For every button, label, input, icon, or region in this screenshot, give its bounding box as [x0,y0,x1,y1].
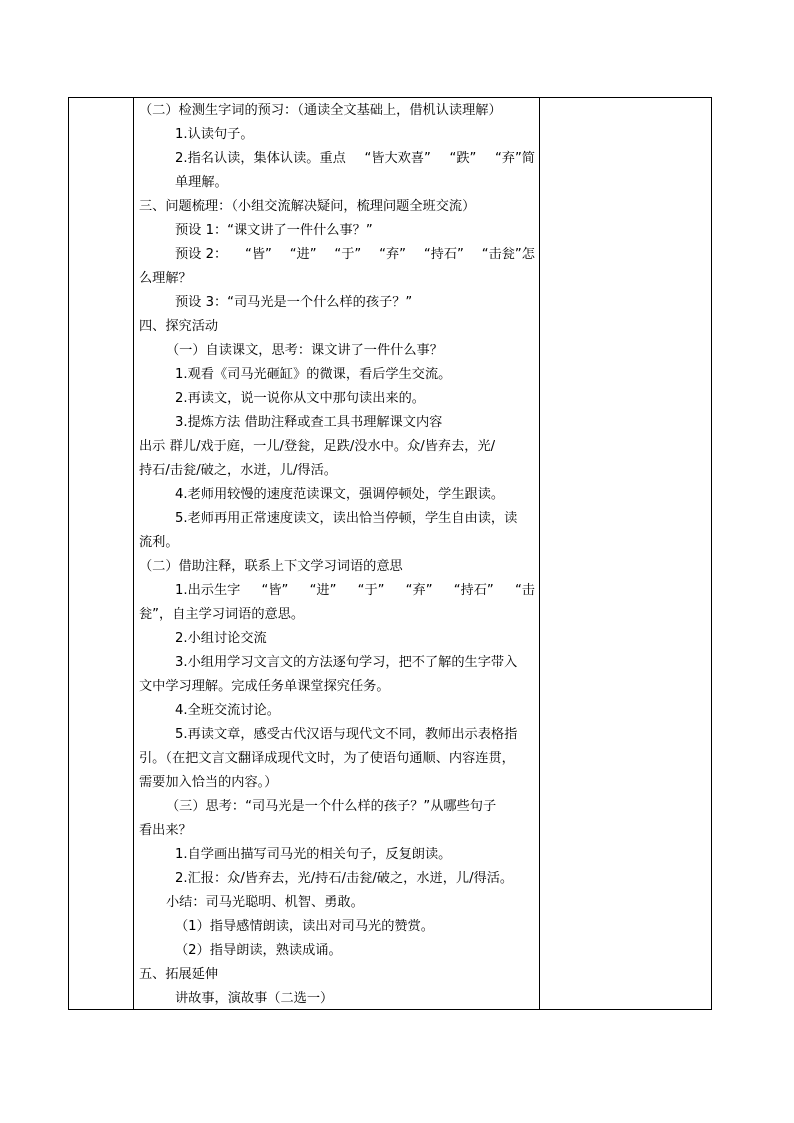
text-line: 2.指名认读，集体认读。重点 “皆大欢喜” “跌” “弃”简 [175,151,535,166]
subheading-annotations: （二）借助注释，联系上下文学习词语的意思 [139,559,403,574]
heading-extension: 五、拓展延伸 [139,967,219,982]
section-preview-check: （二）检测生字词的预习：（通读全文基础上，借机认读理解） [139,103,502,118]
text-line: 4.老师用较慢的速度范读课文，强调停顿处，学生跟读。 [175,487,505,502]
text-line: 么理解？ [139,271,192,286]
text-line: 单理解。 [175,175,228,190]
text-line: 文中学习理解。完成任务单课堂探究任务。 [139,679,390,694]
subheading-thinking: （三）思考：“司马光是一个什么样的孩子？”从哪些句子 [166,799,497,814]
text-line: 出示 群儿/戏于庭，一儿/登瓮，足跌/没水中。众/皆弃去，光/ [139,439,496,454]
subheading-self-reading: （一）自读课文，思考：课文讲了一件什么事？ [166,343,443,358]
text-line: 1.认读句子。 [175,127,254,142]
text-line: 2.汇报：众/皆弃去，光/持石/击瓮/破之，水迸，儿/得活。 [175,871,514,886]
text-line: 1.出示生字 “皆” “进” “于” “弃” “持石” “击 [175,583,535,598]
text-line: 预设 2： “皆” “进” “于” “弃” “持石” “击瓮”怎 [175,247,535,262]
text-line: 1.自学画出描写司马光的相关句子，反复朗读。 [175,847,452,862]
text-line: 3.提炼方法 借助注释或查工具书理解课文内容 [175,415,443,430]
text-line: 预设 3：“司马光是一个什么样的孩子？” [175,295,413,310]
text-line: 预设 1：“课文讲了一件什么事？” [175,223,373,238]
text-line: 持石/击瓮/破之，水迸，儿/得活。 [139,463,337,478]
text-line: 2.再读文，说一说你从文中那句读出来的。 [175,391,425,406]
text-line: 讲故事，演故事（二选一） [175,991,334,1006]
text-line: （2）指导朗读，熟读成诵。 [175,943,342,958]
column-divider-left [133,98,134,1009]
lesson-plan-table [68,97,712,1010]
text-line: 看出来？ [139,823,192,838]
text-line: 流利。 [139,535,179,550]
text-line: 4.全班交流讨论。 [175,703,280,718]
text-line: 需要加入恰当的内容。） [139,775,278,790]
text-line: 1.观看《司马光砸缸》的微课，看后学生交流。 [175,367,452,382]
text-line: 5.老师再用正常速度读文，读出恰当停顿，学生自由读，读 [175,511,518,526]
heading-inquiry-activity: 四、探究活动 [139,319,219,334]
text-line: 5.再读文章，感受古代汉语与现代文不同，教师出示表格指 [175,727,518,742]
text-line: 引。（在把文言文翻译成现代文时，为了使语句通顺、内容连贯， [139,751,515,766]
column-divider-right [539,98,540,1009]
text-line: 3.小组用学习文言文的方法逐句学习，把不了解的生字带入 [175,655,518,670]
heading-problem-sorting: 三、问题梳理：（小组交流解决疑问，梳理问题全班交流） [139,199,476,214]
text-line: 2.小组讨论交流 [175,631,267,646]
text-line: 瓮”，自主学习词语的意思。 [139,607,305,622]
text-line: （1）指导感情朗读，读出对司马光的赞赏。 [175,919,434,934]
text-line: 小结：司马光聪明、机智、勇敢。 [166,895,364,910]
